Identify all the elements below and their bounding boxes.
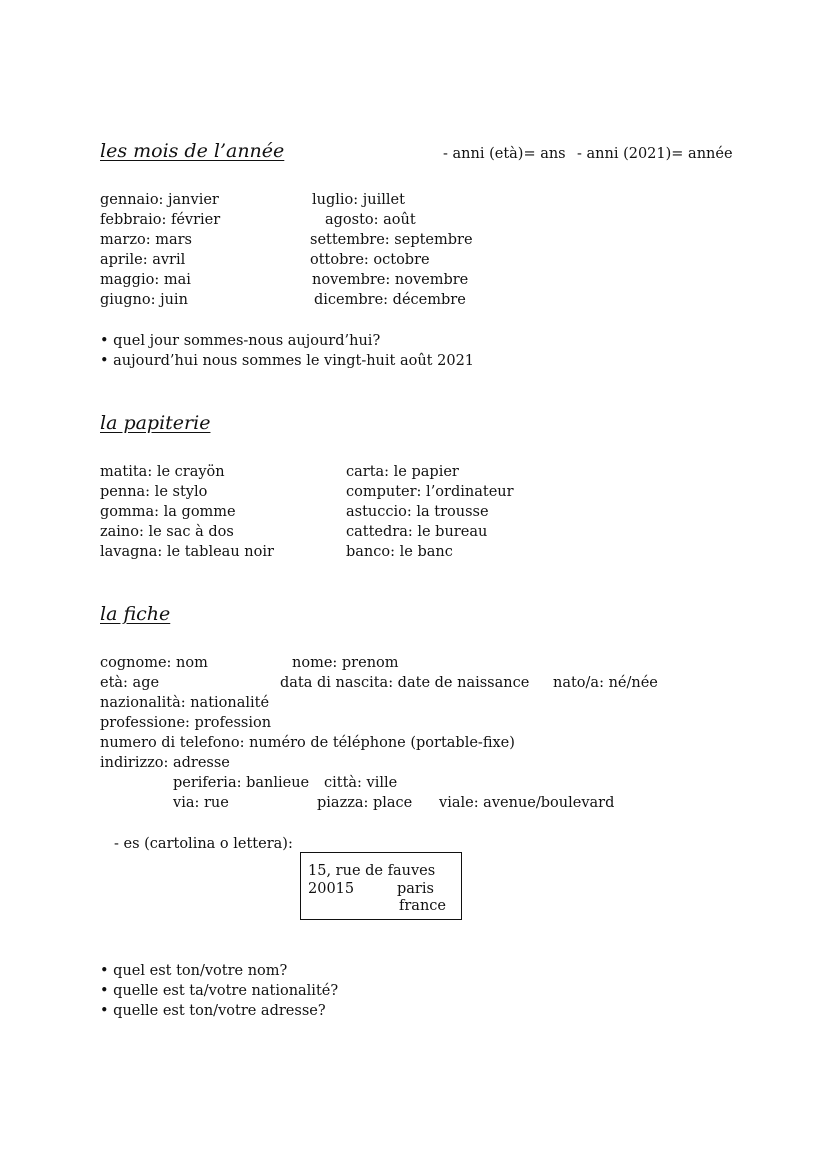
month-right: luglio: juillet (312, 192, 405, 208)
question-nom: • quel est ton/votre nom? (100, 963, 288, 979)
vocab-piazza: piazza: place (317, 795, 413, 811)
address-city: paris (397, 881, 434, 897)
vocab-nome: nome: prenom (292, 655, 399, 671)
month-right: agosto: août (325, 212, 416, 228)
section-title-fiche: la fiche (100, 603, 171, 625)
note-anni-eta: - anni (età)= ans (443, 146, 566, 162)
note-anni-year: - anni (2021)= année (577, 146, 733, 162)
section-title-months: les mois de l’année (100, 140, 285, 162)
month-right: ottobre: octobre (310, 252, 430, 268)
vocab-cognome: cognome: nom (100, 655, 208, 671)
vocab-eta: età: age (100, 675, 160, 691)
month-left: febbraio: février (100, 212, 221, 228)
vocab-right: carta: le papier (346, 464, 459, 480)
vocab-left: penna: le stylo (100, 484, 208, 500)
vocab-viale: viale: avenue/boulevard (439, 795, 615, 811)
month-left: marzo: mars (100, 232, 192, 248)
vocab-professione: professione: profession (100, 715, 272, 731)
vocab-via: via: rue (173, 795, 229, 811)
month-left: aprile: avril (100, 252, 186, 268)
vocab-left: matita: le crayön (100, 464, 225, 480)
vocab-data-nascita: data di nascita: date de naissance (280, 675, 530, 691)
vocab-nato: nato/a: né/née (553, 675, 658, 691)
vocab-right: astuccio: la trousse (346, 504, 489, 520)
vocab-nazionalita: nazionalità: nationalité (100, 695, 270, 711)
month-left: gennaio: janvier (100, 192, 219, 208)
vocab-left: zaino: le sac à dos (100, 524, 234, 540)
address-zip: 20015 (308, 881, 355, 897)
vocab-right: cattedra: le bureau (346, 524, 488, 540)
question-today: • quel jour sommes-nous aujourd’hui? (100, 333, 381, 349)
vocab-left: lavagna: le tableau noir (100, 544, 274, 560)
example-label: - es (cartolina o lettera): (114, 836, 293, 852)
month-left: maggio: mai (100, 272, 191, 288)
month-left: giugno: juin (100, 292, 188, 308)
vocab-right: computer: l’ordinateur (346, 484, 514, 500)
month-right: novembre: novembre (312, 272, 469, 288)
month-right: dicembre: décembre (314, 292, 466, 308)
vocab-right: banco: le banc (346, 544, 453, 560)
answer-today: • aujourd’hui nous sommes le vingt-huit août 2021 (100, 353, 475, 369)
vocab-indirizzo: indirizzo: adresse (100, 755, 230, 771)
vocab-left: gomma: la gomme (100, 504, 236, 520)
vocab-periferia: periferia: banlieue (173, 775, 310, 791)
vocab-citta: città: ville (324, 775, 398, 791)
address-line1: 15, rue de fauves (308, 863, 436, 879)
month-right: settembre: septembre (310, 232, 473, 248)
vocab-telefono: numero di telefono: numéro de téléphone (portable-fixe) (100, 735, 515, 751)
section-title-papiterie: la papiterie (100, 412, 211, 434)
question-adresse: • quelle est ton/votre adresse? (100, 1003, 326, 1019)
question-nationalite: • quelle est ta/votre nationalité? (100, 983, 339, 999)
address-country: france (399, 898, 446, 914)
